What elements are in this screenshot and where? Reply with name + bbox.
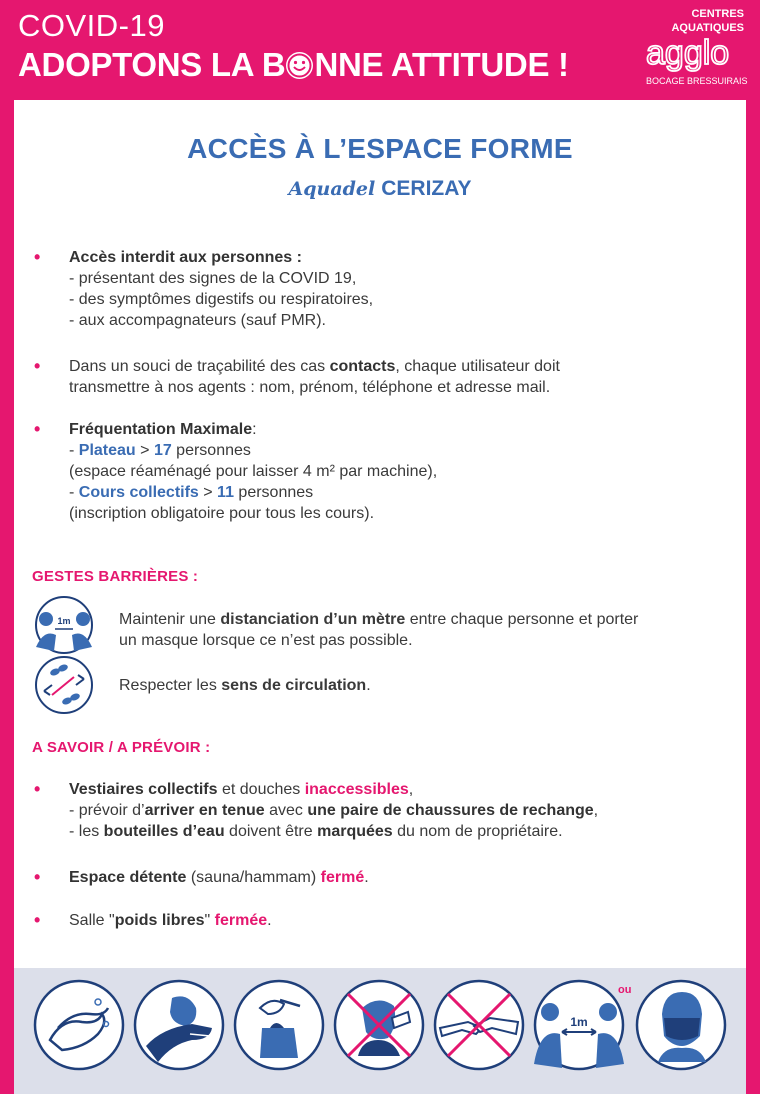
- poids-text: ": [204, 912, 211, 929]
- freq-dash: -: [69, 442, 79, 459]
- agglo-wordmark-icon: [646, 28, 736, 74]
- distance-icon: [34, 595, 94, 655]
- logo-line3: BOCAGE BRESSUIRAIS: [646, 76, 748, 86]
- slogan-part2: NNE ATTITUDE !: [314, 46, 569, 83]
- detente-paragraph: [69, 867, 369, 888]
- no-handshake-icon: [432, 978, 526, 1072]
- vest-text: du nom de propriétaire.: [392, 823, 563, 840]
- no-face-touch-icon: [332, 978, 426, 1072]
- cours-label: Cours collectifs: [78, 484, 199, 501]
- detente-pink: fermé: [320, 869, 365, 886]
- access-line: - des symptômes digestifs ou respiratoires,: [69, 291, 374, 308]
- freq-note: (espace réaménagé pour laisser 4 m² par machine),: [69, 463, 438, 480]
- access-line: - présentant des signes de la COVID 19,: [69, 270, 357, 287]
- distance-line2: un masque lorsque ce n’est pas possible.: [119, 632, 413, 649]
- freq-dash: -: [69, 484, 79, 501]
- freq-colon: :: [252, 421, 257, 438]
- vest-pink: inaccessibles: [304, 781, 409, 798]
- vest-bold: marquées: [317, 823, 393, 840]
- freq-note: (inscription obligatoire pour tous les cours).: [69, 505, 375, 522]
- tissue-icon: [232, 978, 326, 1072]
- vest-bold: une paire de chaussures de rechange: [307, 802, 594, 819]
- strip-distance-label: 1m: [570, 1015, 588, 1029]
- gestes-heading: GESTES BARRIÈRES :: [32, 568, 199, 585]
- mask-icon: [634, 978, 728, 1072]
- freq-gt: >: [135, 442, 154, 459]
- circulation-text-part: Respecter les: [119, 677, 222, 694]
- vest-text: avec: [264, 802, 308, 819]
- circulation-bold: sens de circulation: [221, 677, 367, 694]
- circulation-text-part: .: [366, 677, 371, 694]
- vest-text: ,: [593, 802, 599, 819]
- distance-text-part: entre chaque personne et porter: [405, 611, 639, 628]
- bullet-marker: •: [34, 247, 41, 267]
- vest-bold: bouteilles d’eau: [103, 823, 225, 840]
- trace-text: Dans un souci de traçabilité des cas: [69, 358, 330, 375]
- frequentation-paragraph: [69, 419, 437, 524]
- freq-persons: personnes: [233, 484, 314, 501]
- access-paragraph: [69, 247, 373, 331]
- savoir-heading: A SAVOIR / A PRÉVOIR :: [32, 739, 211, 756]
- vest-text: doivent être: [224, 823, 318, 840]
- distance-mask-icon: [532, 978, 626, 1072]
- bullet-marker: •: [34, 910, 41, 930]
- poids-paragraph: [69, 910, 272, 931]
- trace-text: , chaque utilisateur doit: [395, 358, 560, 375]
- cours-count: 11: [217, 484, 234, 501]
- detente-text: .: [364, 869, 369, 886]
- vest-bold: arriver en tenue: [144, 802, 265, 819]
- logo-line1: CENTRES: [691, 8, 744, 20]
- vest-text: ,: [408, 781, 414, 798]
- covid-label: COVID-19: [18, 8, 165, 43]
- freq-persons: personnes: [171, 442, 251, 459]
- bullet-marker: •: [34, 867, 41, 887]
- poids-text: .: [267, 912, 272, 929]
- bullet-marker: •: [34, 356, 41, 376]
- header-banner: [0, 0, 760, 100]
- circulation-text: [119, 675, 371, 696]
- trace-bold: contacts: [329, 358, 396, 375]
- smiley-icon: [286, 52, 313, 79]
- handwash-icon: [32, 978, 126, 1072]
- place-name: CERIZAY: [381, 177, 472, 200]
- poids-text: Salle ": [69, 912, 115, 929]
- plateau-count: 17: [153, 442, 172, 459]
- trace-paragraph: [69, 356, 560, 398]
- slogan: [18, 46, 569, 84]
- page-subtitle: [14, 177, 746, 201]
- pictogram-strip: [14, 968, 746, 1094]
- vest-text: - prévoir d’: [69, 802, 145, 819]
- cough-elbow-icon: [132, 978, 226, 1072]
- vest-text: et douches: [217, 781, 305, 798]
- ou-label: ou: [618, 984, 632, 996]
- circulation-icon: [34, 655, 94, 715]
- vestiaires-paragraph: [69, 779, 598, 842]
- detente-text: (sauna/hammam): [186, 869, 321, 886]
- page-title: ACCÈS À L’ESPACE FORME: [187, 133, 573, 164]
- agglo-logo: [640, 8, 752, 92]
- logo-brand: agglo: [646, 34, 730, 72]
- distance-text: [119, 609, 638, 651]
- bullet-marker: •: [34, 779, 41, 799]
- trace-line2: transmettre à nos agents : nom, prénom, téléphone et adresse mail.: [69, 379, 551, 396]
- poids-bold: poids libres: [114, 912, 205, 929]
- bullet-marker: •: [34, 419, 41, 439]
- poids-pink: fermée: [214, 912, 268, 929]
- distance-text-part: Maintenir une: [119, 611, 221, 628]
- distance-bold: distanciation d’un mètre: [220, 611, 406, 628]
- detente-bold: Espace détente: [69, 869, 187, 886]
- vest-bold: Vestiaires collectifs: [69, 781, 218, 798]
- vest-text: - les: [69, 823, 104, 840]
- access-line: - aux accompagnateurs (sauf PMR).: [69, 312, 326, 329]
- content-panel: [14, 100, 746, 1094]
- plateau-label: Plateau: [78, 442, 136, 459]
- access-heading: Accès interdit aux personnes :: [69, 249, 302, 266]
- freq-heading: Fréquentation Maximale: [69, 421, 253, 438]
- slogan-part1: ADOPTONS LA B: [18, 46, 286, 83]
- freq-gt: >: [198, 484, 218, 501]
- distance-icon-label: 1m: [57, 616, 71, 626]
- aquadel-brand: Aquadel: [288, 178, 376, 200]
- logo-line2: AQUATIQUES: [671, 22, 744, 34]
